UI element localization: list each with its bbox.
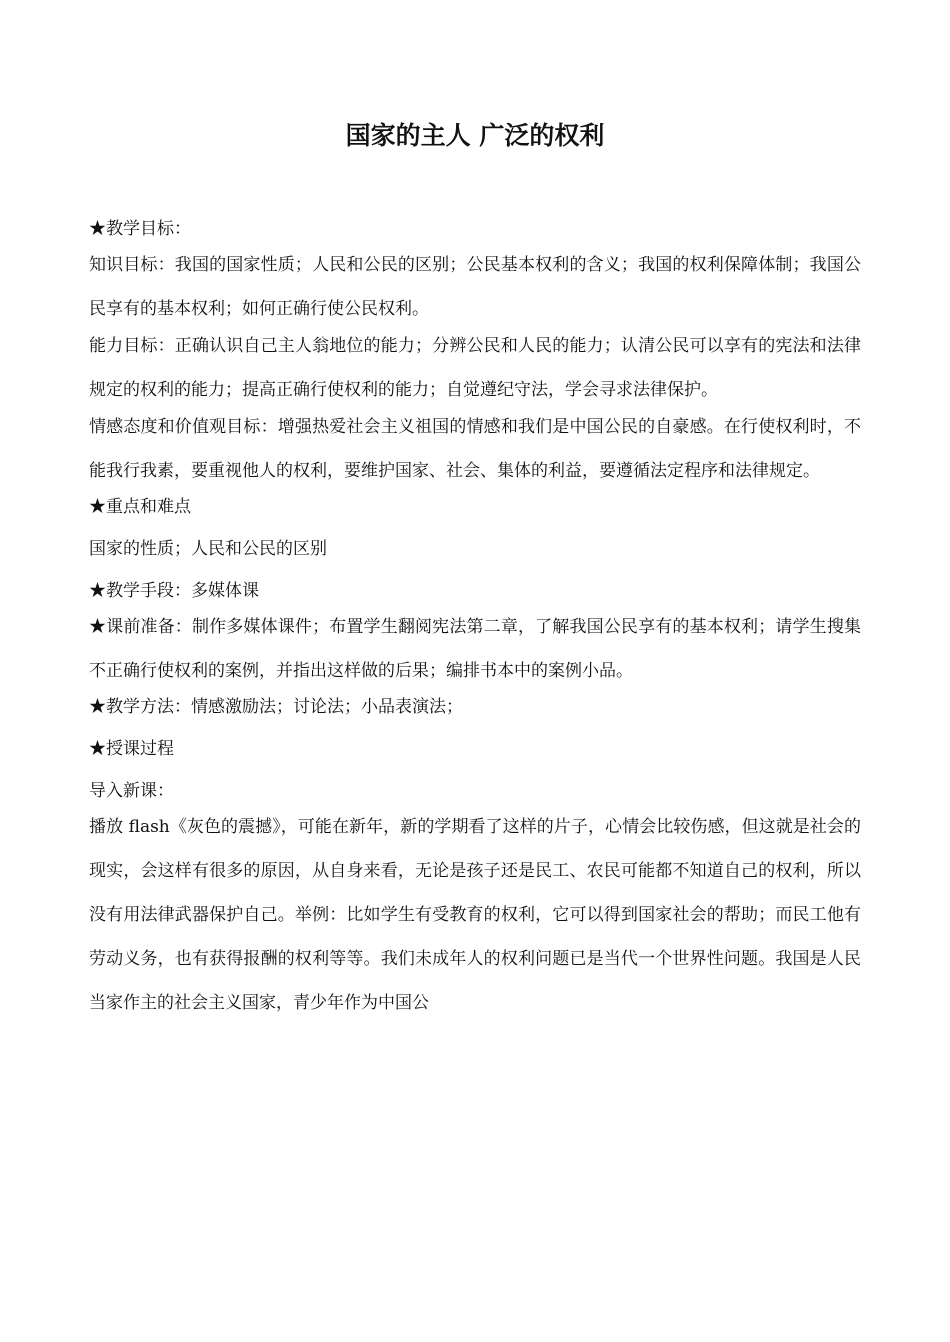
paragraph-emotion-goals: 情感态度和价值观目标：增强热爱社会主义祖国的情感和我们是中国公民的自豪感。在行使权利时，不能我行我素，要重视他人的权利，要维护国家、社会、集体的利益，要遵循法定程序和法律规定。 bbox=[89, 417, 861, 481]
paragraph-preparation: ★课前准备：制作多媒体课件；布置学生翻阅宪法第二章，了解我国公民享有的基本权利；请学生搜集不正确行使权利的案例，并指出这样做的后果；编排书本中的案例小品。 bbox=[89, 617, 861, 681]
paragraph-key-points: 国家的性质；人民和公民的区别 bbox=[89, 539, 327, 559]
document-body bbox=[89, 208, 861, 1018]
heading-teaching-methods: ★教学方法：情感激励法；讨论法；小品表演法； bbox=[89, 697, 463, 717]
heading-key-points: ★重点和难点 bbox=[89, 497, 191, 517]
heading-teaching-goals: ★教学目标： bbox=[89, 219, 191, 239]
heading-introduction: 导入新课： bbox=[89, 781, 174, 801]
paragraph-knowledge-goals: 知识目标：我国的国家性质；人民和公民的区别；公民基本权利的含义；我国的权利保障体制；我国公民享有的基本权利；如何正确行使公民权利。 bbox=[89, 255, 861, 319]
heading-teaching-means: ★教学手段：多媒体课 bbox=[89, 581, 259, 601]
paragraph-ability-goals: 能力目标：正确认识自己主人翁地位的能力；分辨公民和人民的能力；认清公民可以享有的宪法和法律规定的权利的能力；提高正确行使权利的能力；自觉遵纪守法，学会寻求法律保护。 bbox=[89, 336, 861, 400]
heading-lesson-process: ★授课过程 bbox=[89, 739, 174, 759]
paragraph-introduction-body: 播放 flash《灰色的震撼》，可能在新年，新的学期看了这样的片子，心情会比较伤感，但这就是社会的现实，会这样有很多的原因，从自身来看，无论是孩子还是民工、农民可能都不知道自己的权利，所以没有用法律武器保护自己。举例：比如学生有受教育的权利，它可以得到国家社会的帮助；而民工他有劳动义务，也有获得报酬的权利等等。我们未成年人的权利问题已是当代一个世界性问题。我国是人民当家作主的社会主义国家，青少年作为中国公 bbox=[89, 817, 861, 1013]
document-title: 国家的主人 广泛的权利 bbox=[345, 121, 605, 150]
